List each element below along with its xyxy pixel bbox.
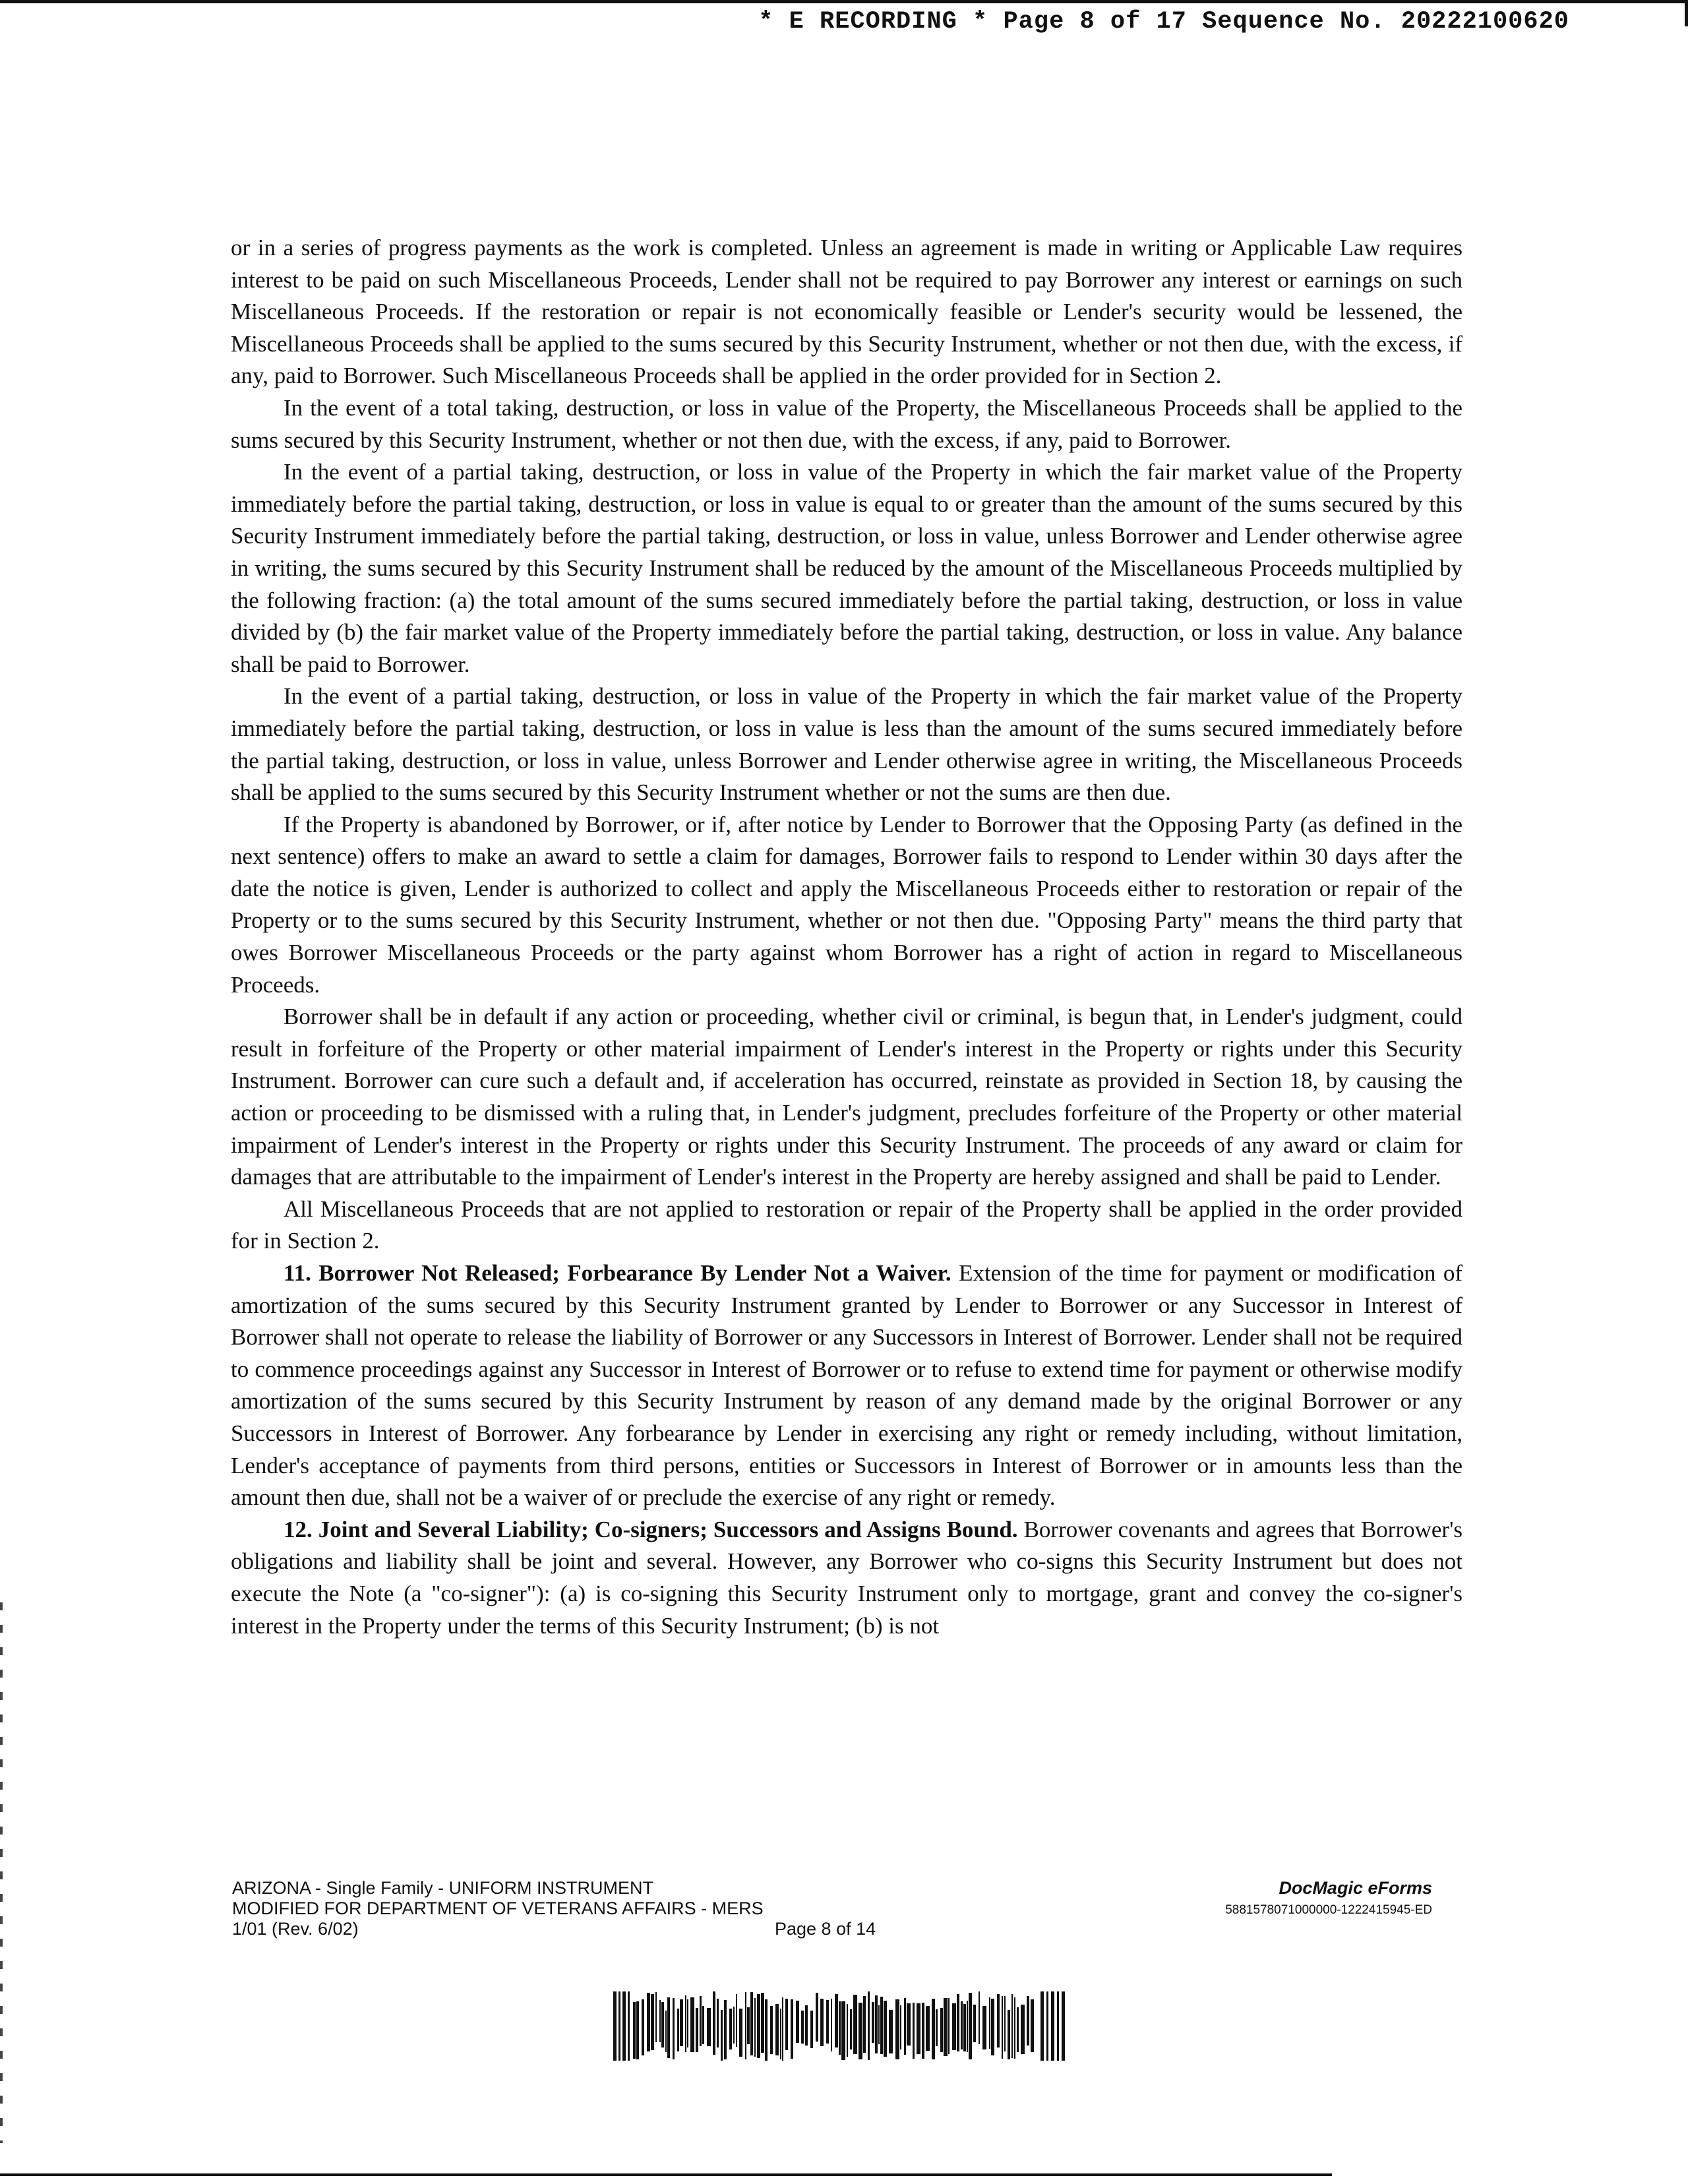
footer-line-1: ARIZONA - Single Family - UNIFORM INSTRUMENT: [232, 1878, 654, 1898]
section-12-heading: 12. Joint and Several Liability; Co-signers; Successors and Assigns Bound.: [284, 1516, 1018, 1542]
footer-line-3: 1/01 (Rev. 6/02): [232, 1919, 359, 1939]
top-border: [0, 0, 1688, 3]
bottom-rule: [0, 2173, 1332, 2176]
barcode-image: [613, 1991, 1068, 2061]
paragraph-abandoned-property: If the Property is abandoned by Borrower, or if, after notice by Lender to Borrower that the Opposing Party (as defined in the next sentence) offers to make an award to settle a claim for damages, Borrower fails to respond to Lender within 30 days after the date the notice is given, Lender is authorized to collect and apply the Miscellaneous Proceeds either to restoration or repair of the Property or to the sums secured by this Security Instrument, whether or not then due. "Opposing Party" means the third party that owes Borrower Miscellaneous Proceeds or the party against whom Borrower has a right of action in regard to Miscellaneous Proceeds.: [231, 811, 1462, 998]
footer-page-number: Page 8 of 14: [775, 1919, 876, 1939]
paragraph-total-taking: In the event of a total taking, destruction, or loss in value of the Property, the Miscellaneous Proceeds shall be applied to the sums secured by this Security Instrument, whether or not then due, with the excess, if any, paid to Borrower.: [231, 394, 1462, 453]
paragraph-partial-taking-greater: In the event of a partial taking, destruction, or loss in value of the Property in which the fair market value of the Property immediately before the partial taking, destruction, or loss in value is equal to or greater than the amount of the sums secured by this Security Instrument immediately before the partial taking, destruction, or loss in value, unless Borrower and Lender otherwise agree in writing, the sums secured by this Security Instrument shall be reduced by the amount of the Miscellaneous Proceeds multiplied by the following fraction: (a) the total amount of the sums secured immediately before the partial taking, destruction, or loss in value divided by (b) the fair market value of the Property immediately before the partial taking, destruction, or loss in value. Any balance shall be paid to Borrower.: [231, 459, 1462, 677]
recording-header: * E RECORDING * Page 8 of 17 Sequence No. 20222100620: [758, 8, 1569, 36]
footer-form-info: [232, 1878, 764, 1939]
paragraph-continuation: or in a series of progress payments as the work is completed. Unless an agreement is made in writing or Applicable Law requires interest to be paid on such Miscellaneous Proceeds, Lender shall not be required to pay Borrower any interest or earnings on such Miscellaneous Proceeds. If the restoration or repair is not economically feasible or Lender's security would be lessened, the Miscellaneous Proceeds shall be applied to the sums secured by this Security Instrument, whether or not then due, with the excess, if any, paid to Borrower. Such Miscellaneous Proceeds shall be applied in the order provided for in Section 2.: [231, 235, 1462, 389]
paragraph-default: Borrower shall be in default if any action or proceeding, whether civil or criminal, is begun that, in Lender's judgment, could result in forfeiture of the Property or other material impairment of Lender's interest in the Property or rights under this Security Instrument. Borrower can cure such a default and, if acceleration has occurred, reinstate as provided in Section 18, by causing the action or proceeding to be dismissed with a ruling that, in Lender's judgment, precludes forfeiture of the Property or other material impairment of Lender's interest in the Property or rights under this Security Instrument. The proceeds of any award or claim for damages that are attributable to the impairment of Lender's interest in the Property are hereby assigned and shall be paid to Lender.: [231, 1004, 1462, 1190]
document-body: [231, 232, 1462, 1642]
section-12: [231, 1514, 1462, 1642]
paragraph-remaining-proceeds: All Miscellaneous Proceeds that are not applied to restoration or repair of the Property shall be applied in the order provided for in Section 2.: [231, 1196, 1462, 1254]
section-11-text: Extension of the time for payment or modification of amortization of the sums secured by this Security Instrument granted by Lender to Borrower or any Successor in Interest of Borrower shall not operate to release the liability of Borrower or any Successors in Interest of Borrower. Lender shall not be required to commence proceedings against any Successor in Interest of Borrower or to refuse to extend time for payment or otherwise modify amortization of the sums secured by this Security Instrument by reason of any demand made by the original Borrower or any Successors in Interest of Borrower. Any forbearance by Lender in exercising any right or remedy including, without limitation, Lender's acceptance of payments from third persons, entities or Successors in Interest of Borrower or in amounts less than the amount then due, shall not be a waiver of or preclude the exercise of any right or remedy.: [231, 1260, 1462, 1511]
footer-line-2: MODIFIED FOR DEPARTMENT OF VETERANS AFFAIRS - MERS: [232, 1898, 764, 1918]
left-edge-marks: [0, 1602, 4, 2143]
docmagic-logo: DocMagic eForms: [1279, 1878, 1432, 1898]
paragraph-partial-taking-less: In the event of a partial taking, destruction, or loss in value of the Property in which the fair market value of the Property immediately before the partial taking, destruction, or loss in value is less than the amount of the sums secured immediately before the partial taking, destruction, or loss in value, unless Borrower and Lender otherwise agree in writing, the Miscellaneous Proceeds shall be applied to the sums secured by this Security Instrument whether or not the sums are then due.: [231, 683, 1462, 806]
footer-document-code: 5881578071000000-1222415945-ED: [1225, 1903, 1432, 1917]
section-12-text: Borrower covenants and agrees that Borrower's obligations and liability shall be joint and several. However, any Borrower who co-signs this Security Instrument but does not execute the Note (a "co-signer"): (a) is co-signing this Security Instrument only to mortgage, grant and convey the co-signer's interest in the Property under the terms of this Security Instrument; (b) is not: [231, 1516, 1463, 1639]
section-11: [231, 1258, 1462, 1514]
top-border-right-edge: [1685, 0, 1688, 26]
section-11-heading: 11. Borrower Not Released; Forbearance By Lender Not a Waiver.: [284, 1260, 951, 1286]
